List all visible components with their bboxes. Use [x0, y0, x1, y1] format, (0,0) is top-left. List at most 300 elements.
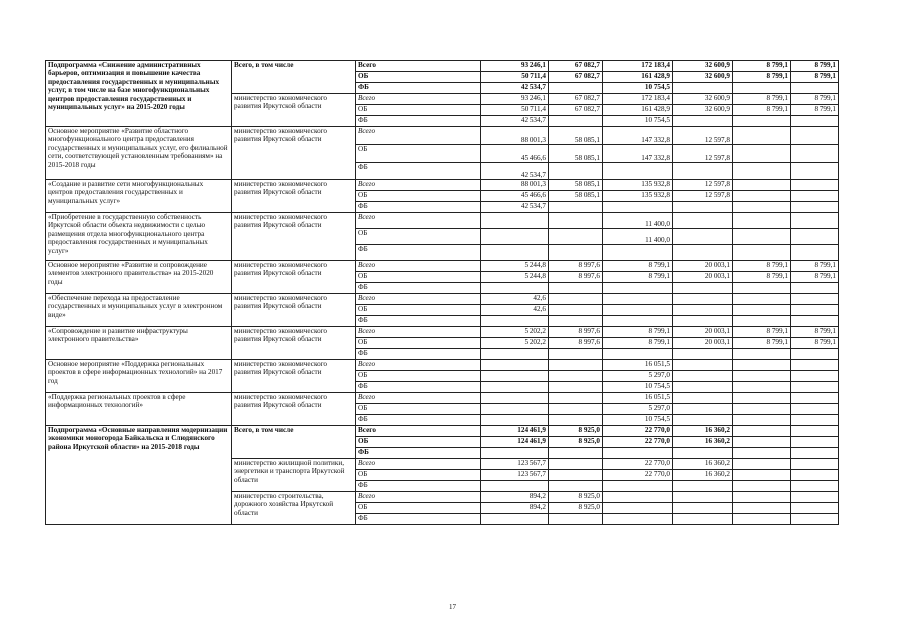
value-cell	[603, 283, 673, 294]
value-cell	[549, 349, 603, 360]
table-row	[46, 261, 839, 272]
funding-source-cell: Всего	[356, 294, 481, 305]
value-cell	[673, 245, 733, 261]
value-cell: 22 770,0	[603, 426, 673, 437]
funding-source-cell: Всего	[356, 61, 481, 72]
value-cell: 67 082,7	[549, 61, 603, 72]
value-cell: 135 932,8	[603, 180, 673, 191]
table-row	[46, 426, 839, 437]
value-cell	[603, 163, 673, 180]
value-cell	[733, 294, 791, 305]
value-cell	[481, 481, 549, 492]
value-cell	[791, 145, 839, 163]
value-cell: 8 799,1	[733, 105, 791, 116]
value-cell	[603, 503, 673, 514]
funding-source-cell: Всего	[356, 426, 481, 437]
value-cell: 45 466,6	[481, 145, 549, 163]
funding-source-cell: Всего	[356, 213, 481, 229]
value-cell	[549, 116, 603, 127]
executor-cell: министерство экономического развития Иркутской области	[232, 327, 356, 360]
funding-source-cell: Всего	[356, 393, 481, 404]
funding-source-cell: ОБ	[356, 338, 481, 349]
value-cell	[549, 213, 603, 229]
value-cell	[481, 360, 549, 371]
value-cell: 16 051,5	[603, 360, 673, 371]
value-cell: 8 799,1	[791, 261, 839, 272]
value-cell	[549, 459, 603, 470]
value-cell: 10 754,5	[603, 382, 673, 393]
value-cell: 8 799,1	[603, 327, 673, 338]
value-cell	[481, 245, 549, 261]
value-cell	[733, 213, 791, 229]
value-cell	[603, 514, 673, 525]
funding-source-cell: ОБ	[356, 404, 481, 415]
value-cell: 42,6	[481, 305, 549, 316]
value-cell: 147 332,8	[603, 127, 673, 145]
value-cell: 93 246,1	[481, 94, 549, 105]
value-cell	[549, 305, 603, 316]
funding-source-cell: Всего	[356, 327, 481, 338]
program-name-cell: «Обеспечение перехода на предоставление государственных и муниципальных услуг в электронном виде»	[46, 294, 232, 327]
funding-source-cell: ОБ	[356, 72, 481, 83]
executor-cell: министерство экономического развития Иркутской области	[232, 94, 356, 127]
funding-source-cell: Всего	[356, 261, 481, 272]
program-name-cell: «Поддержка региональных проектов в сфере информационных технологий»	[46, 393, 232, 426]
value-cell: 93 246,1	[481, 61, 549, 72]
value-cell	[791, 229, 839, 245]
value-cell	[481, 448, 549, 459]
value-cell: 8 925,0	[549, 492, 603, 503]
value-cell: 8 997,6	[549, 338, 603, 349]
value-cell	[791, 481, 839, 492]
value-cell	[673, 213, 733, 229]
value-cell: 12 597,8	[673, 180, 733, 191]
value-cell	[481, 514, 549, 525]
value-cell	[603, 202, 673, 213]
value-cell	[481, 349, 549, 360]
value-cell	[673, 503, 733, 514]
funding-source-cell: Всего	[356, 127, 481, 145]
value-cell	[549, 371, 603, 382]
value-cell	[549, 382, 603, 393]
funding-source-cell: ОБ	[356, 371, 481, 382]
value-cell: 124 461,9	[481, 426, 549, 437]
value-cell	[549, 316, 603, 327]
value-cell	[673, 202, 733, 213]
value-cell	[733, 229, 791, 245]
value-cell	[673, 83, 733, 94]
value-cell	[481, 393, 549, 404]
funding-source-cell: ФБ	[356, 116, 481, 127]
value-cell: 8 799,1	[733, 327, 791, 338]
executor-cell: министерство экономического развития Иркутской области	[232, 261, 356, 294]
value-cell	[791, 404, 839, 415]
value-cell: 58 085,1	[549, 127, 603, 145]
value-cell	[791, 83, 839, 94]
funding-source-cell: ОБ	[356, 145, 481, 163]
value-cell	[549, 294, 603, 305]
table-row	[46, 393, 839, 404]
value-cell: 20 003,1	[673, 272, 733, 283]
value-cell: 8 799,1	[791, 61, 839, 72]
value-cell: 88 001,3	[481, 127, 549, 145]
program-name-cell: Подпрограмма «Основные направления модернизации экономики моногорода Байкальска и Слюдянского района Иркутской области» на 2015-2018 годы	[46, 426, 232, 525]
value-cell: 172 183,4	[603, 94, 673, 105]
value-cell: 5 297,0	[603, 371, 673, 382]
funding-source-cell: ОБ	[356, 272, 481, 283]
value-cell: 20 003,1	[673, 327, 733, 338]
value-cell	[673, 448, 733, 459]
value-cell: 161 428,9	[603, 105, 673, 116]
value-cell	[603, 481, 673, 492]
value-cell: 10 754,5	[603, 83, 673, 94]
value-cell	[733, 283, 791, 294]
executor-cell: министерство экономического развития Иркутской области	[232, 127, 356, 180]
table-row	[46, 294, 839, 305]
funding-source-cell: ФБ	[356, 316, 481, 327]
value-cell: 11 400,0	[603, 229, 673, 245]
value-cell: 161 428,9	[603, 72, 673, 83]
value-cell	[733, 202, 791, 213]
value-cell	[673, 349, 733, 360]
value-cell	[791, 415, 839, 426]
value-cell	[733, 514, 791, 525]
financing-table	[45, 60, 839, 525]
value-cell	[481, 382, 549, 393]
executor-cell: министерство экономического развития Иркутской области	[232, 360, 356, 393]
value-cell: 58 085,1	[549, 191, 603, 202]
program-name-cell: Основное мероприятие «Развитие областного многофункционального центра предоставления государственных и муниципальных услуг, его филиальной сети, соответствующей установленным требованиям» на 2015-2018 годы	[46, 127, 232, 180]
value-cell: 5 244,8	[481, 272, 549, 283]
table-row	[46, 180, 839, 191]
executor-cell: министерство экономического развития Иркутской области	[232, 180, 356, 213]
funding-source-cell: Всего	[356, 459, 481, 470]
value-cell	[549, 245, 603, 261]
value-cell	[481, 316, 549, 327]
value-cell	[481, 213, 549, 229]
table-row	[46, 360, 839, 371]
value-cell: 8 925,0	[549, 426, 603, 437]
program-name-cell: Подпрограмма «Снижение административных барьеров, оптимизация и повышение качества предоставления государственных и муниципальных услуг, в том числе на базе многофункциональных центров предоставления государственных и муниципальных услуг» на 2015-2020 годы	[46, 61, 232, 127]
value-cell: 8 799,1	[791, 272, 839, 283]
value-cell: 42 534,7	[481, 83, 549, 94]
program-name-cell: «Создание и развитие сети многофункциональных центров предоставления государственных и муниципальных услуг»	[46, 180, 232, 213]
value-cell: 20 003,1	[673, 261, 733, 272]
value-cell	[733, 180, 791, 191]
value-cell	[791, 470, 839, 481]
value-cell	[673, 294, 733, 305]
executor-cell: министерство жилищной политики, энергетики и транспорта Иркутской области	[232, 459, 356, 492]
value-cell: 42 534,7	[481, 202, 549, 213]
executor-cell: министерство экономического развития Иркутской области	[232, 294, 356, 327]
value-cell	[733, 459, 791, 470]
value-cell: 8 997,6	[549, 272, 603, 283]
value-cell	[673, 371, 733, 382]
funding-source-cell: ОБ	[356, 229, 481, 245]
value-cell	[791, 514, 839, 525]
value-cell	[549, 229, 603, 245]
value-cell: 67 082,7	[549, 94, 603, 105]
value-cell: 147 332,8	[603, 145, 673, 163]
value-cell	[733, 145, 791, 163]
value-cell	[549, 393, 603, 404]
funding-source-cell: ФБ	[356, 349, 481, 360]
value-cell	[733, 415, 791, 426]
table-row	[46, 213, 839, 229]
value-cell	[673, 229, 733, 245]
value-cell: 8 799,1	[733, 272, 791, 283]
value-cell: 16 360,2	[673, 470, 733, 481]
value-cell	[791, 492, 839, 503]
value-cell	[733, 191, 791, 202]
value-cell	[549, 448, 603, 459]
value-cell	[549, 470, 603, 481]
value-cell	[791, 448, 839, 459]
value-cell: 172 183,4	[603, 61, 673, 72]
value-cell: 42 534,7	[481, 116, 549, 127]
executor-cell: Всего, в том числе	[232, 426, 356, 459]
value-cell	[733, 503, 791, 514]
value-cell	[791, 459, 839, 470]
value-cell	[481, 415, 549, 426]
value-cell	[673, 305, 733, 316]
value-cell: 894,2	[481, 503, 549, 514]
value-cell: 123 567,7	[481, 470, 549, 481]
value-cell	[791, 382, 839, 393]
value-cell	[733, 245, 791, 261]
funding-source-cell: ФБ	[356, 283, 481, 294]
funding-source-cell: ФБ	[356, 514, 481, 525]
value-cell: 22 770,0	[603, 437, 673, 448]
program-name-cell: Основное мероприятие «Поддержка региональных проектов в сфере информационных технологий» на 2017 год	[46, 360, 232, 393]
executor-cell: министерство строительства, дорожного хозяйства Иркутской области	[232, 492, 356, 525]
value-cell: 8 997,6	[549, 261, 603, 272]
value-cell	[673, 283, 733, 294]
value-cell: 67 082,7	[549, 72, 603, 83]
value-cell: 8 799,1	[791, 105, 839, 116]
value-cell	[791, 163, 839, 180]
value-cell	[791, 213, 839, 229]
value-cell	[791, 393, 839, 404]
funding-source-cell: ОБ	[356, 105, 481, 116]
funding-source-cell: ОБ	[356, 503, 481, 514]
funding-source-cell: ОБ	[356, 305, 481, 316]
value-cell	[733, 316, 791, 327]
value-cell	[549, 202, 603, 213]
value-cell	[481, 371, 549, 382]
value-cell	[733, 371, 791, 382]
value-cell: 20 003,1	[673, 338, 733, 349]
value-cell: 8 799,1	[791, 94, 839, 105]
value-cell: 8 799,1	[603, 272, 673, 283]
executor-cell: Всего, в том числе	[232, 61, 356, 94]
value-cell: 42,6	[481, 294, 549, 305]
value-cell	[733, 360, 791, 371]
value-cell	[733, 470, 791, 481]
value-cell	[673, 514, 733, 525]
value-cell: 32 600,9	[673, 72, 733, 83]
value-cell	[673, 116, 733, 127]
value-cell: 135 932,8	[603, 191, 673, 202]
value-cell: 45 466,6	[481, 191, 549, 202]
funding-source-cell: ОБ	[356, 437, 481, 448]
value-cell	[481, 229, 549, 245]
value-cell	[673, 415, 733, 426]
value-cell	[673, 492, 733, 503]
value-cell	[791, 127, 839, 145]
funding-source-cell: ФБ	[356, 382, 481, 393]
funding-source-cell: ФБ	[356, 415, 481, 426]
value-cell: 32 600,9	[673, 61, 733, 72]
value-cell	[791, 305, 839, 316]
value-cell: 10 754,5	[603, 116, 673, 127]
value-cell	[791, 349, 839, 360]
value-cell	[549, 404, 603, 415]
value-cell	[603, 316, 673, 327]
value-cell: 8 799,1	[733, 72, 791, 83]
value-cell: 8 925,0	[549, 437, 603, 448]
value-cell	[791, 283, 839, 294]
value-cell: 10 754,5	[603, 415, 673, 426]
value-cell	[481, 283, 549, 294]
value-cell	[791, 116, 839, 127]
value-cell	[673, 393, 733, 404]
value-cell	[549, 83, 603, 94]
value-cell: 58 085,1	[549, 180, 603, 191]
value-cell	[673, 163, 733, 180]
value-cell	[673, 360, 733, 371]
value-cell: 8 799,1	[791, 72, 839, 83]
value-cell	[791, 426, 839, 437]
table-row	[46, 127, 839, 145]
value-cell	[791, 245, 839, 261]
program-name-cell: «Приобретение в государственную собственность Иркутской области объекта недвижимости с целью размещения отдела многофункционального центра предоставления государственных и муниципальных услуг»	[46, 213, 232, 261]
value-cell	[603, 448, 673, 459]
value-cell: 8 997,6	[549, 327, 603, 338]
value-cell	[549, 163, 603, 180]
value-cell: 894,2	[481, 492, 549, 503]
value-cell	[603, 492, 673, 503]
value-cell: 5 297,0	[603, 404, 673, 415]
value-cell: 8 799,1	[603, 261, 673, 272]
value-cell	[791, 191, 839, 202]
value-cell	[733, 481, 791, 492]
funding-source-cell: Всего	[356, 180, 481, 191]
value-cell: 32 600,9	[673, 94, 733, 105]
value-cell: 12 597,8	[673, 145, 733, 163]
value-cell: 8 799,1	[791, 338, 839, 349]
value-cell	[603, 245, 673, 261]
value-cell: 16 360,2	[673, 426, 733, 437]
executor-cell: министерство экономического развития Иркутской области	[232, 213, 356, 261]
value-cell	[673, 404, 733, 415]
value-cell: 22 770,0	[603, 459, 673, 470]
value-cell: 12 597,8	[673, 191, 733, 202]
value-cell	[603, 305, 673, 316]
value-cell: 8 799,1	[733, 338, 791, 349]
value-cell	[733, 437, 791, 448]
value-cell	[673, 316, 733, 327]
value-cell: 22 770,0	[603, 470, 673, 481]
funding-source-cell: ФБ	[356, 481, 481, 492]
value-cell: 50 711,4	[481, 105, 549, 116]
value-cell	[791, 503, 839, 514]
value-cell: 12 597,8	[673, 127, 733, 145]
value-cell	[549, 415, 603, 426]
value-cell	[673, 481, 733, 492]
value-cell	[791, 371, 839, 382]
program-name-cell: «Сопровождение и развитие инфраструктуры электронного правительства»	[46, 327, 232, 360]
value-cell	[791, 316, 839, 327]
value-cell	[481, 404, 549, 415]
value-cell: 8 799,1	[791, 327, 839, 338]
value-cell: 16 360,2	[673, 459, 733, 470]
value-cell: 5 202,2	[481, 338, 549, 349]
value-cell: 32 600,9	[673, 105, 733, 116]
value-cell: 5 244,8	[481, 261, 549, 272]
value-cell	[733, 382, 791, 393]
value-cell: 50 711,4	[481, 72, 549, 83]
funding-source-cell: ФБ	[356, 245, 481, 261]
value-cell	[733, 163, 791, 180]
value-cell: 67 082,7	[549, 105, 603, 116]
value-cell	[603, 349, 673, 360]
value-cell	[733, 127, 791, 145]
value-cell	[733, 426, 791, 437]
value-cell: 58 085,1	[549, 145, 603, 163]
value-cell	[549, 514, 603, 525]
value-cell	[733, 116, 791, 127]
table-row	[46, 61, 839, 72]
value-cell: 42 534,7	[481, 163, 549, 180]
value-cell	[549, 481, 603, 492]
funding-source-cell: ФБ	[356, 448, 481, 459]
value-cell	[603, 294, 673, 305]
value-cell: 5 202,2	[481, 327, 549, 338]
value-cell: 8 799,1	[603, 338, 673, 349]
value-cell: 16 051,5	[603, 393, 673, 404]
value-cell: 11 400,0	[603, 213, 673, 229]
funding-source-cell: ФБ	[356, 202, 481, 213]
value-cell: 124 461,9	[481, 437, 549, 448]
value-cell	[733, 349, 791, 360]
value-cell	[733, 404, 791, 415]
value-cell: 88 001,3	[481, 180, 549, 191]
value-cell	[791, 294, 839, 305]
value-cell	[733, 492, 791, 503]
value-cell	[733, 83, 791, 94]
funding-source-cell: ФБ	[356, 163, 481, 180]
value-cell	[549, 360, 603, 371]
value-cell: 123 567,7	[481, 459, 549, 470]
funding-source-cell: ОБ	[356, 191, 481, 202]
page-number: 17	[449, 603, 456, 611]
program-name-cell: Основное мероприятие «Развитие и сопровождение элементов электронного правительства» на 2015-2020 годы	[46, 261, 232, 294]
value-cell	[549, 283, 603, 294]
value-cell	[791, 360, 839, 371]
value-cell	[791, 437, 839, 448]
table-row	[46, 327, 839, 338]
value-cell: 8 799,1	[733, 94, 791, 105]
value-cell: 8 799,1	[733, 261, 791, 272]
funding-source-cell: ФБ	[356, 83, 481, 94]
value-cell: 8 925,0	[549, 503, 603, 514]
value-cell	[733, 393, 791, 404]
funding-source-cell: Всего	[356, 492, 481, 503]
value-cell: 8 799,1	[733, 61, 791, 72]
value-cell	[791, 202, 839, 213]
value-cell	[733, 305, 791, 316]
